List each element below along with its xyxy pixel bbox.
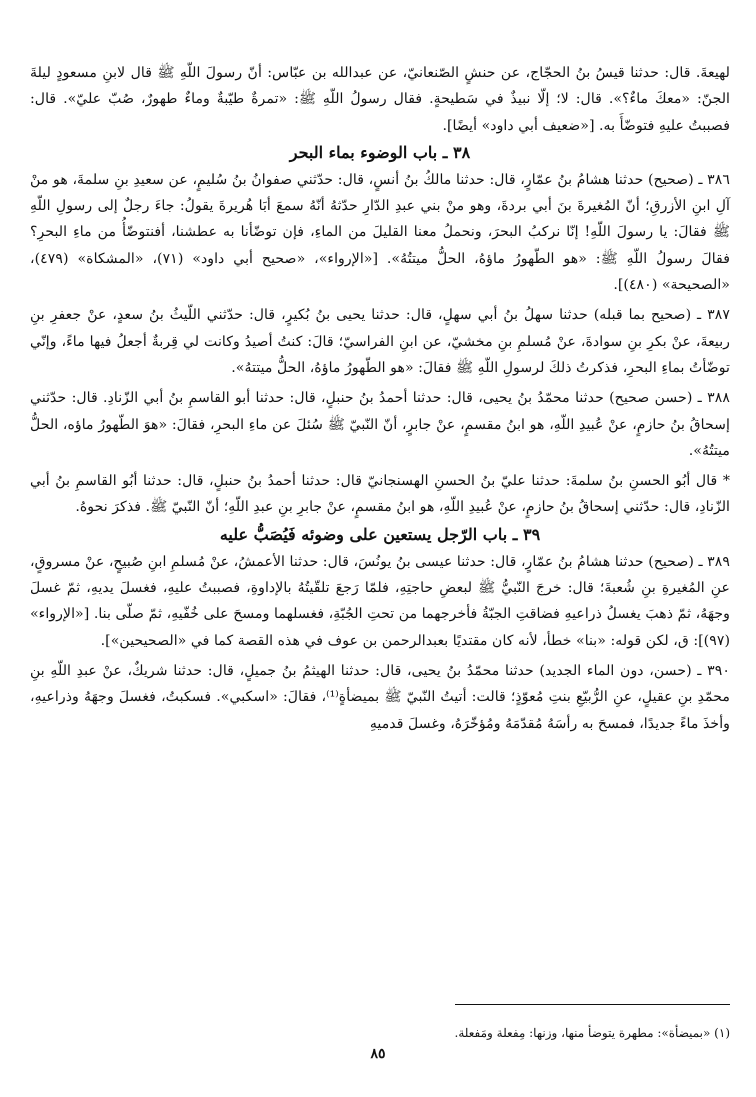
footnote-divider [455,1004,730,1005]
paragraph-hadith-388: ٣٨٨ ـ (حسن صحيح) حدثنا محمّدُ بنُ يحيى، قال: حدثنا أحمدُ بنُ حنبلٍ، قال: حدثنا أبو القاسمِ بنُ أبي الزّنادِ. قال: حدّثني إسحاقُ بنُ حازمٍ، عنْ عُبيدِ اللّهِ، هو ابنُ مقسمٍ، عنْ جابرٍ، أنّ النّبيّ ﷺ سُئلَ عن ماءِ البحرِ، فقالَ: «هوَ الطّهورُ ماؤه، الحلُّ ميتتُهُ». [30,390,730,459]
chapter-heading-38: ٣٨ ـ باب الوضوء بماء البحر [289,142,471,162]
paragraph-hadith-continuation: لهيعةَ. قال: حدثنا قيسُ بنُ الحجّاج، عن حنشٍ الصّنعانيّ، عن عبدالله بن عبّاس: أنّ رسولَ اللّهِ ﷺ قال لابنِ مسعودٍ ليلةَ الجنّ: «معكَ ماءٌ؟». قال: لا؛ إلّا نبيذٌ في سَطيحةٍ. فقال رسولُ اللّهِ ﷺ: «تمرةٌ طيّبةٌ وماءٌ طهورٌ، صُبّ عليّ». قال: فصببتُ عليهِ فتوضّأَ به. [«ضعيف أبي داود» أيضًا]. [30,65,730,134]
paragraph-hadith-390: ٣٩٠ ـ (حسن، دون الماء الجديد) حدثنا محمّدُ بنُ يحيى، قال: حدثنا الهيثمُ بنُ جميلٍ، قال: حدثنا شريكٌ، عنْ عبدِ اللّهِ بنِ محمّدِ بنِ عقيلٍ، عنِ الرُّبيّعِ بنتِ مُعوّذٍ؛ قالت: أتيتُ النّبيّ ﷺ بميضأةٍ⁽¹⁾، فقالَ: «اسكبي». فسكبتُ، فغسلَ وجهَهُ وذراعيهِ، وأخذَ ماءً جديدًا، فمسحَ به رأسَهُ مُقدّمَهُ ومُؤخّرَهُ، وغسلَ قدميهِ [30,662,730,732]
chapter-heading-39: ٣٩ ـ باب الرّجل يستعين على وضوئه فَيُصَبُّ عليه [219,524,541,544]
footnote: (١) «بميضأة»: مطهرة يتوضأ منها، وزنها: مِفعلة ومَفعلة. [454,1026,730,1040]
page-body [30,60,730,737]
paragraph-hadith-387: ٣٨٧ ـ (صحيح بما قبله) حدثنا سهلُ بنُ أبي سهلٍ، قال: حدثنا يحيى بنُ بُكيرٍ، قال: حدّثني اللّيثُ بنُ سعدٍ، عنْ جعفرِ بنِ ربيعةَ، عنْ بكرِ بنِ سوادةَ، عنْ مُسلمِ بنِ مخشيّ، عن ابنِ الفراسيّ؛ قالَ: كنتُ أصيدُ وكانت لي قِربةٌ أجعلُ فيها ماءً، وإنّي توضّأتُ بماءِ البحرِ، فذكرتُ ذلكَ لرسولِ اللّهِ ﷺ فقالَ: «هو الطّهورُ ماؤهُ، الحلُّ ميتتهُ». [30,307,730,376]
page-number: ٨٥ [370,1046,386,1062]
paragraph-hadith-386: ٣٨٦ ـ (صحيح) حدثنا هشامُ بنُ عمّارٍ، قال: حدثنا مالكُ بنُ أنسٍ، قال: حدّثني صفوانُ بنُ سُليمٍ، عن سعيدِ بنِ سلمةَ، هو منْ آلِ ابنِ الأزرقِ؛ أنّ المُغيرةَ بنَ أبي بردةَ، وهو منْ بني عبدِ الدّارِ حدّثهُ أنّهُ سمعَ أبَا هُريرةَ يقولُ: جاءَ رجلٌ إلى رسولِ اللّهِ ﷺ فقالَ: يا رسولَ اللّهِ! إنّا نركبُ البحرَ، ونحملُ معنا القليلَ من الماءِ، فإن توضّأنا به عطشنا، أفنتوضّأُ من ماءِ البحرِ؟ فقالَ رسولُ اللّهِ ﷺ: «هو الطّهورُ ماؤهُ، الحلُّ ميتتُهُ». [«الإرواء»، «صحيح أبي داود» (٧١)، «المشكاة» (٤٧٩)، «الصحيحة» (٤٨٠)]. [30,171,730,294]
paragraph-hadith-389: ٣٨٩ ـ (صحيح) حدثنا هشامُ بنُ عمّارٍ، قال: حدثنا عيسى بنُ يونُسَ، قال: حدثنا الأعمشُ، عنْ مُسلمِ ابنِ صُبيحٍ، عنْ مسروقٍ، عنِ المُغيرةِ بنِ شُعبةَ؛ قال: خرجَ النّبيُّ ﷺ لبعضِ حاجتِهِ، فلمّا رَجعَ تلقّيتُهُ بالإداوةِ، فصببتُ عليهِ، فغسلَ يديهِ، ثمّ غسلَ وجهَهُ، ثمّ ذهبَ يغسلُ ذراعيهِ فضاقتِ الجبّةُ فأخرجهما من تحتِ الجُبّةِ، فغسلهما ومسحَ على خُفّيهِ، ثمّ صلّى بنا. [«الإرواء» (٩٧)]: ق، لكن قوله: «بنا» خطأ، لأنه كان مقتديًا بعبدالرحمن بن عوف في هذه القصة كما في «الصحيحين»]. [30,553,730,649]
paragraph-hadith-388-note: * قال أبُو الحسنِ بنُ سلمةَ: حدثنا عليّ بنُ الحسنِ الهسنجانيّ قال: حدثنا أحمدُ بنُ حنبلٍ، قال: حدثنا أبُو القاسمِ بنُ أبي الزّنادِ، قال: حدّثني إسحاقُ بنُ حازمٍ، عنْ عُبيدِ اللّهِ، هو ابنُ مقسمٍ، عنْ جابرِ بنِ عبدِ اللّهِ؛ أنّ النّبيّ ﷺ. فذكرَ نحوهُ. [30,473,730,516]
